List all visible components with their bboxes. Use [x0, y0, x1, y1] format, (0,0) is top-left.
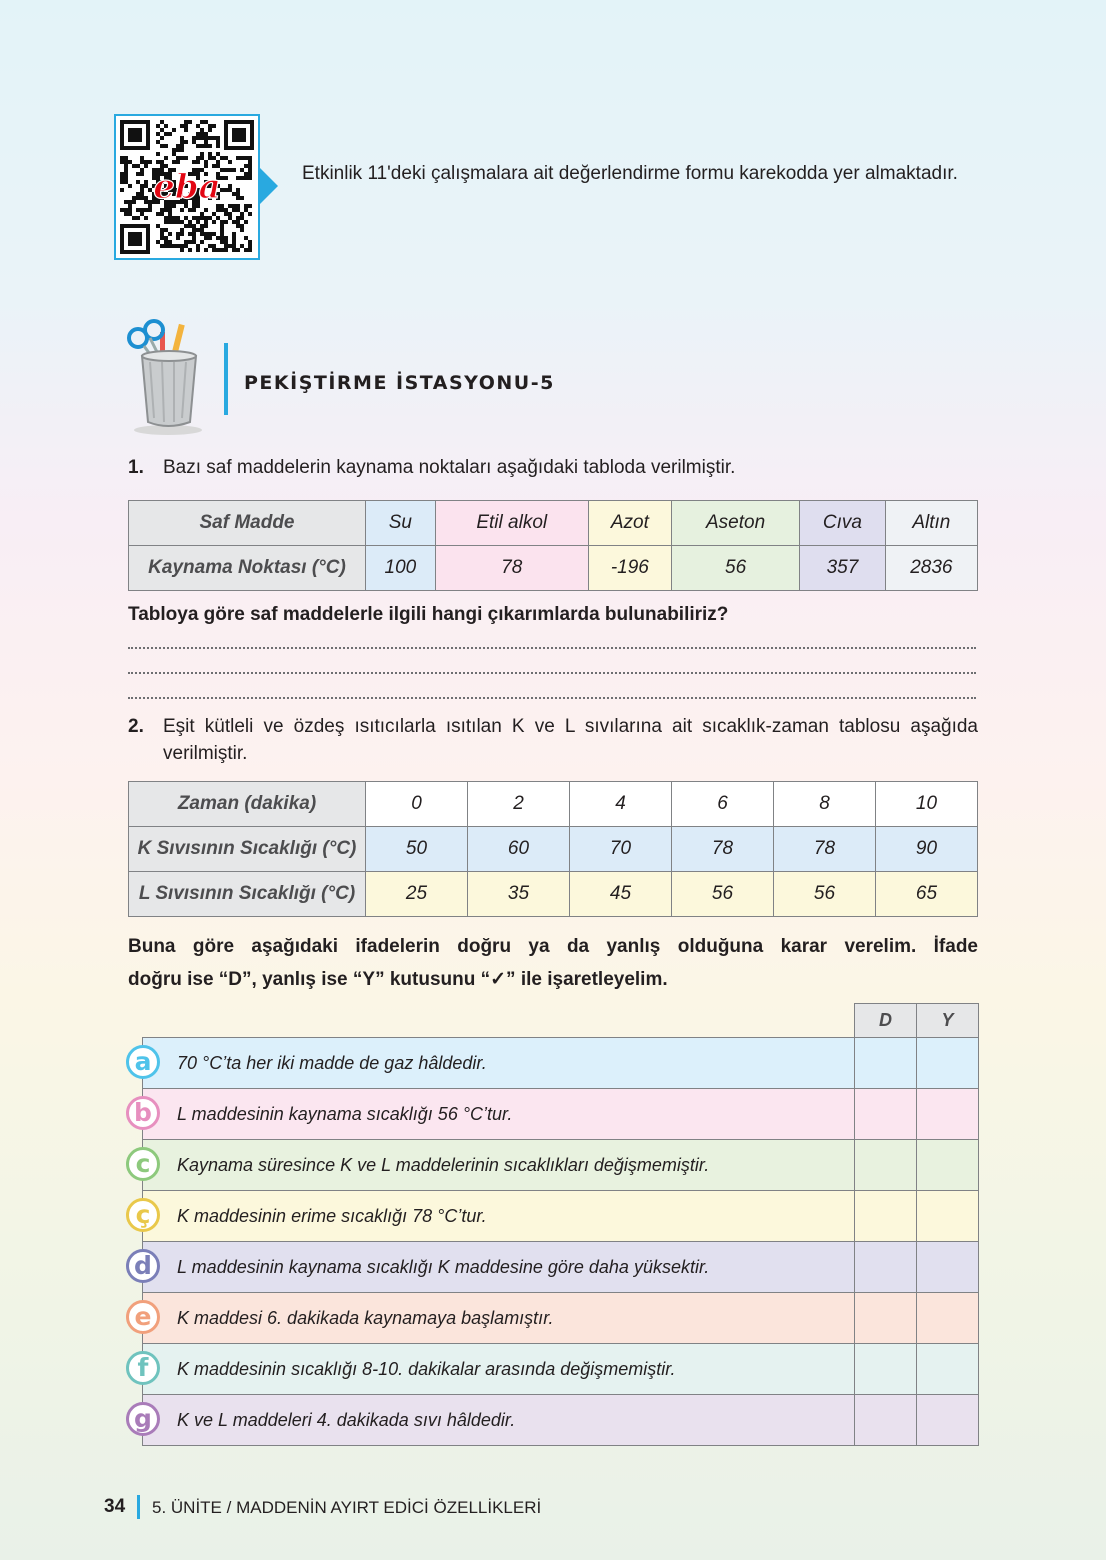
statement-text: K maddesinin erime sıcaklığı 78 °C’tur. — [143, 1191, 855, 1242]
row-header: Zaman (dakika) — [129, 782, 366, 827]
checkbox-y[interactable] — [917, 1395, 979, 1446]
table-cell: Aseton — [671, 501, 799, 546]
question-text: Bazı saf maddelerin kaynama noktaları aşağıdaki tabloda verilmiştir. — [163, 457, 736, 478]
answer-line[interactable] — [128, 672, 976, 674]
row-header: K Sıvısının Sıcaklığı (°C) — [129, 827, 366, 872]
letter-badge-c: c — [126, 1147, 160, 1181]
statement-text: K ve L maddeleri 4. dakikada sıvı hâldedir. — [143, 1395, 855, 1446]
letter-badge-d: d — [126, 1249, 160, 1283]
letter-badge-a: a — [126, 1045, 160, 1079]
checkbox-y[interactable] — [917, 1344, 979, 1395]
answer-line[interactable] — [128, 647, 976, 649]
unit-title: 5. ÜNİTE / MADDENİN AYIRT EDİCİ ÖZELLİKLERİ — [152, 1498, 542, 1517]
table-cell: 10 — [876, 782, 978, 827]
table-cell: 4 — [570, 782, 672, 827]
boiling-points-table — [128, 500, 978, 591]
table-row — [129, 782, 978, 827]
statement-row — [143, 1089, 979, 1140]
table-cell: 56 — [774, 872, 876, 917]
checkbox-d[interactable] — [855, 1395, 917, 1446]
footer-divider — [137, 1495, 140, 1519]
table-cell: 56 — [671, 546, 799, 591]
table-cell: 45 — [570, 872, 672, 917]
qr-code-icon — [116, 116, 258, 258]
question-number: 1. — [128, 457, 144, 478]
checkbox-d[interactable] — [855, 1242, 917, 1293]
table-cell: Azot — [588, 501, 671, 546]
checkbox-d[interactable] — [855, 1140, 917, 1191]
temperature-time-table — [128, 781, 978, 917]
checkbox-y[interactable] — [917, 1293, 979, 1344]
q1-prompt: Tabloya göre saf maddelerle ilgili hangi çıkarımlarda bulunabiliriz? — [128, 604, 729, 625]
table-cell: Cıva — [800, 501, 885, 546]
qr-arrow — [260, 168, 278, 204]
answer-line[interactable] — [128, 697, 976, 699]
qr-description: Etkinlik 11'deki çalışmalara ait değerlendirme formu karekodda yer almaktadır. — [302, 163, 958, 184]
checkbox-y[interactable] — [917, 1140, 979, 1191]
table-cell: 78 — [435, 546, 588, 591]
checkbox-d[interactable] — [855, 1038, 917, 1089]
table-cell: 50 — [366, 827, 468, 872]
letter-badge-f: f — [126, 1351, 160, 1385]
checkbox-y[interactable] — [917, 1242, 979, 1293]
table-row — [129, 546, 978, 591]
section-title: PEKİŞTİRME İSTASYONU-5 — [244, 372, 555, 394]
row-header: Kaynama Noktası (°C) — [129, 546, 366, 591]
statement-row — [143, 1038, 979, 1089]
section-accent-bar — [224, 343, 228, 415]
question-number: 2. — [128, 716, 144, 737]
page-number: 34 — [104, 1496, 126, 1517]
statement-row — [143, 1242, 979, 1293]
checkbox-y[interactable] — [917, 1089, 979, 1140]
statement-text: L maddesinin kaynama sıcaklığı K maddesine göre daha yüksektir. — [143, 1242, 855, 1293]
eba-logo: eba — [153, 167, 221, 207]
checkbox-d[interactable] — [855, 1191, 917, 1242]
statement-row — [143, 1140, 979, 1191]
table-cell: 78 — [774, 827, 876, 872]
statement-text: K maddesinin sıcaklığı 8-10. dakikalar arasında değişmemiştir. — [143, 1344, 855, 1395]
checkbox-d[interactable] — [855, 1293, 917, 1344]
table-cell: Etil alkol — [435, 501, 588, 546]
statement-row — [143, 1191, 979, 1242]
table-cell: 70 — [570, 827, 672, 872]
column-header-y: Y — [917, 1004, 979, 1038]
table-cell: 2 — [468, 782, 570, 827]
letter-badge-cc: ç — [126, 1198, 160, 1232]
checkbox-d[interactable] — [855, 1089, 917, 1140]
table-cell: 35 — [468, 872, 570, 917]
table-cell: 6 — [672, 782, 774, 827]
statement-row — [143, 1344, 979, 1395]
row-header: Saf Madde — [129, 501, 366, 546]
letter-badge-g: g — [126, 1402, 160, 1436]
table-cell: Altın — [885, 501, 977, 546]
table-cell: 90 — [876, 827, 978, 872]
statement-text: L maddesinin kaynama sıcaklığı 56 °C’tur. — [143, 1089, 855, 1140]
table-cell: 65 — [876, 872, 978, 917]
instruction-line-2: doğru ise “D”, yanlış ise “Y” kutusunu “✓” ile işaretleyelim. — [128, 969, 668, 990]
table-cell: 8 — [774, 782, 876, 827]
table-cell: 78 — [672, 827, 774, 872]
statement-text: Kaynama süresince K ve L maddelerinin sıcaklıkları değişmemiştir. — [143, 1140, 855, 1191]
table-header-row — [143, 1004, 979, 1038]
column-header-d: D — [855, 1004, 917, 1038]
question-1 — [128, 454, 735, 481]
table-cell: 357 — [800, 546, 885, 591]
row-header: L Sıvısının Sıcaklığı (°C) — [129, 872, 366, 917]
table-cell: 0 — [366, 782, 468, 827]
true-false-table — [142, 1003, 979, 1446]
table-cell: 60 — [468, 827, 570, 872]
table-cell: -196 — [588, 546, 671, 591]
pencil-cup-icon — [124, 318, 208, 438]
statement-text: K maddesi 6. dakikada kaynamaya başlamıştır. — [143, 1293, 855, 1344]
table-cell: 25 — [366, 872, 468, 917]
table-cell: Su — [366, 501, 436, 546]
statement-row — [143, 1395, 979, 1446]
table-cell: 2836 — [885, 546, 977, 591]
table-row — [129, 827, 978, 872]
instruction-line-1: Buna göre aşağıdaki ifadelerin doğru ya da yanlış olduğuna karar verelim. İfade — [128, 936, 978, 957]
question-2 — [128, 713, 978, 764]
table-cell: 56 — [672, 872, 774, 917]
table-row — [129, 872, 978, 917]
question-text: Eşit kütleli ve özdeş ısıtıcılarla ısıtılan K ve L sıvılarına ait sıcaklık-zaman tablosu aşağıda verilmiştir. — [163, 716, 978, 764]
qr-code[interactable] — [114, 114, 260, 260]
letter-badge-b: b — [126, 1096, 160, 1130]
checkbox-y[interactable] — [917, 1038, 979, 1089]
statement-text: 70 °C’ta her iki madde de gaz hâldedir. — [143, 1038, 855, 1089]
table-cell: 100 — [366, 546, 436, 591]
checkbox-y[interactable] — [917, 1191, 979, 1242]
statement-row — [143, 1293, 979, 1344]
letter-badge-e: e — [126, 1300, 160, 1334]
checkbox-d[interactable] — [855, 1344, 917, 1395]
table-row — [129, 501, 978, 546]
